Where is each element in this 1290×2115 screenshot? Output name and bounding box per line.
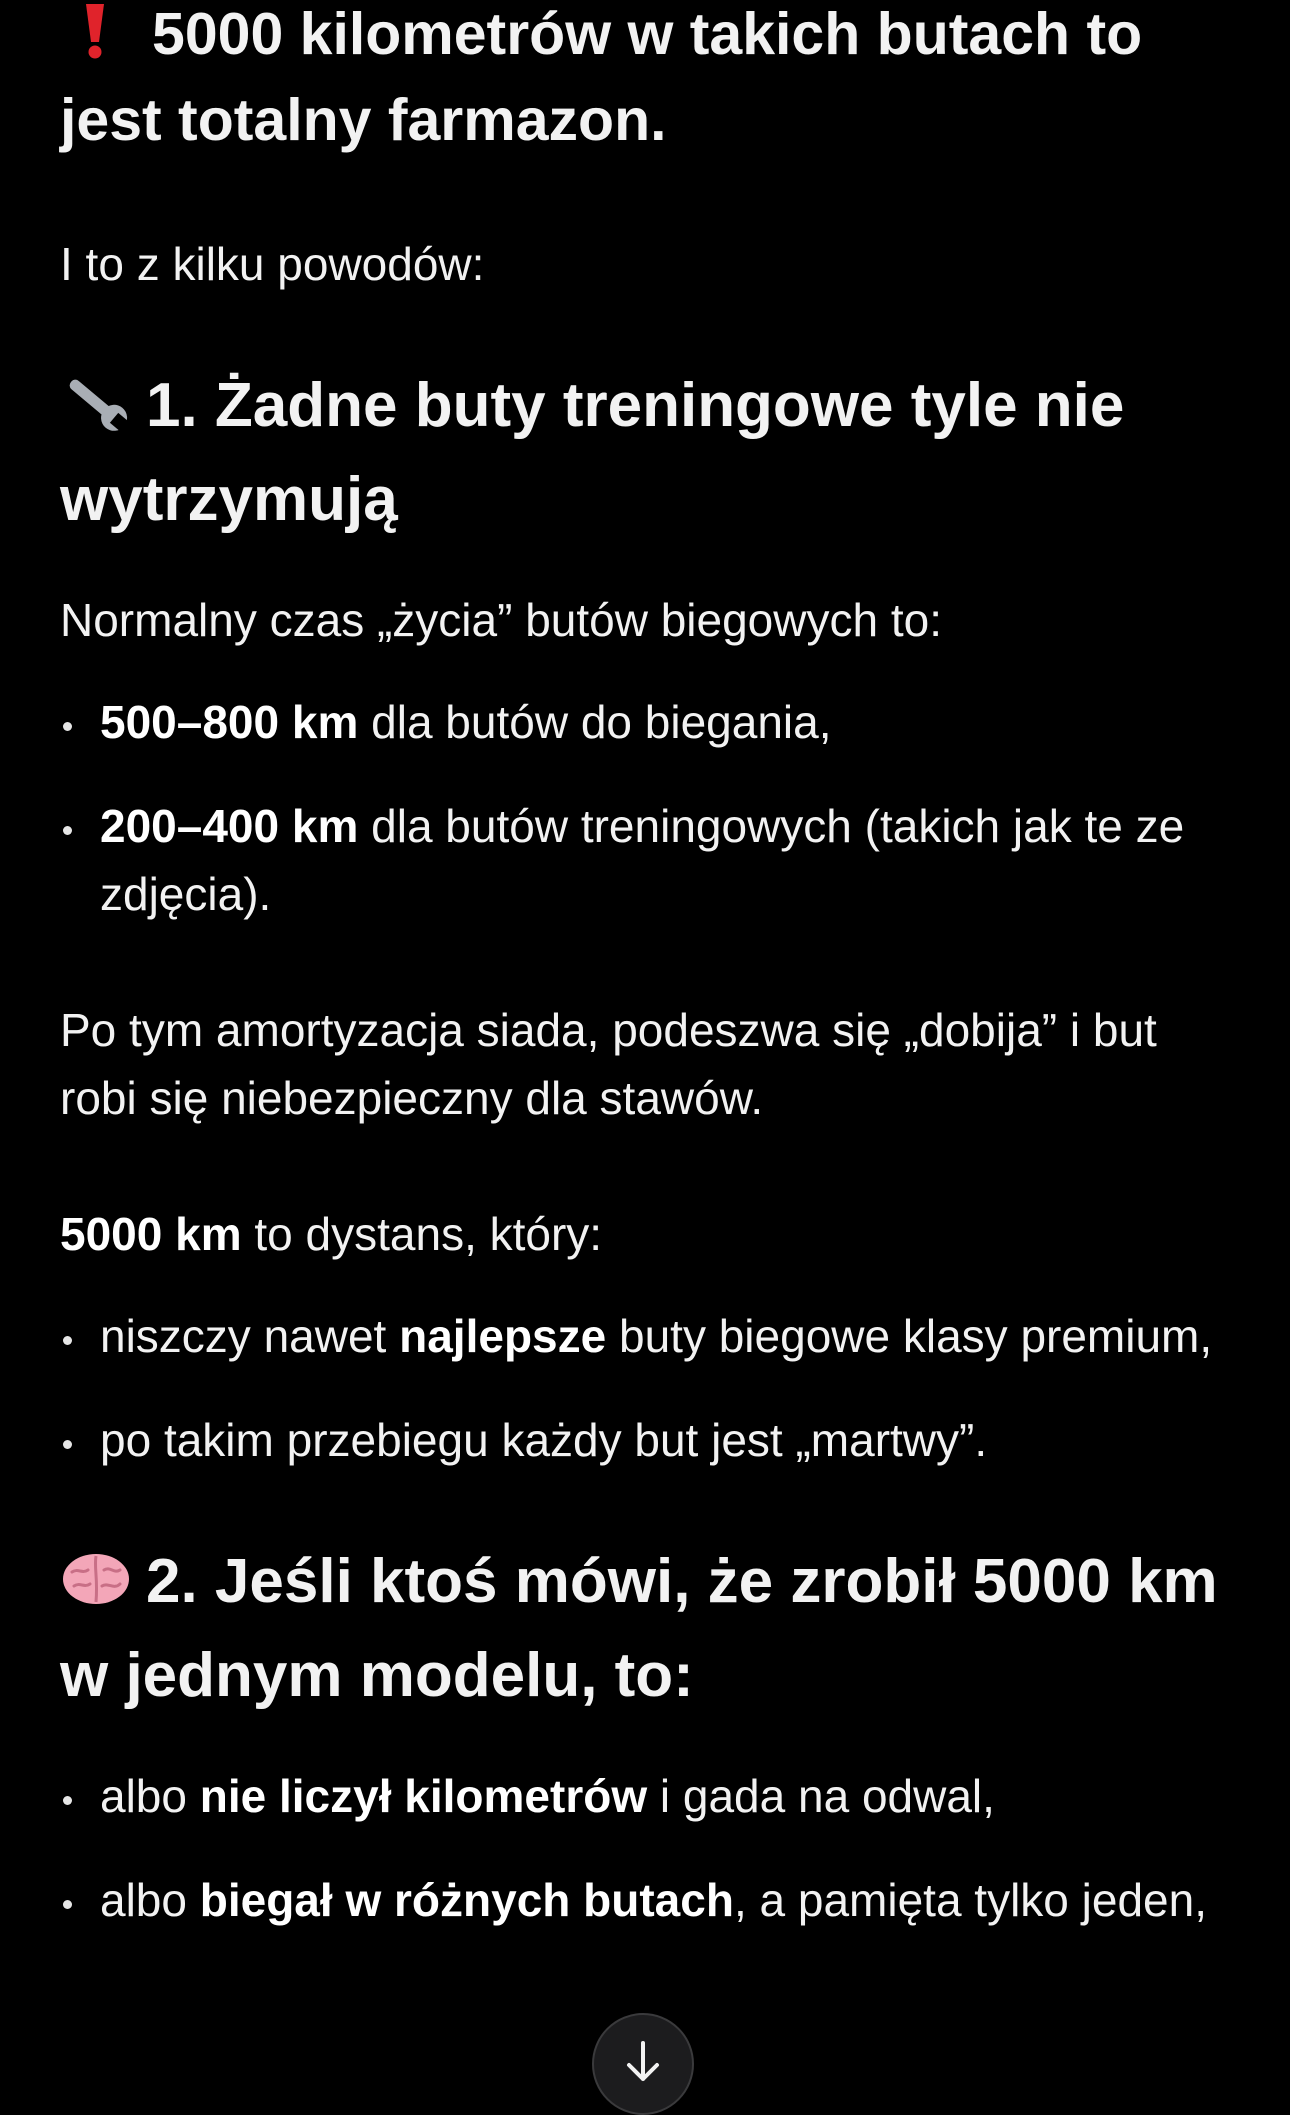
list-item: po takim przebiegu każdy but jest „martwy”. — [60, 1406, 1224, 1474]
intro-text: 5000 kilometrów w takich butach to jest totalny farmazon. — [60, 1, 1143, 153]
section-1-para-2: Po tym amortyzacja siada, podeszwa się „dobija” i but robi się niebezpieczny dla stawów. — [60, 1004, 1157, 1124]
section-2-list — [60, 1762, 1224, 1934]
section-1-para-1: Normalny czas „życia” butów biegowych to: — [60, 594, 942, 646]
section-1-heading-text: 1. Żadne buty treningowe tyle nie wytrzymują — [60, 371, 1125, 534]
section-1-list-2 — [60, 1302, 1224, 1474]
section-1-list — [60, 688, 1224, 928]
exclamation-icon — [68, 0, 122, 80]
list-item: albo nie liczył kilometrów i gada na odwal, — [60, 1762, 1224, 1830]
list-item: niszczy nawet najlepsze buty biegowe klasy premium, — [60, 1302, 1224, 1370]
scroll-to-bottom-button[interactable] — [592, 2013, 694, 2115]
section-2-heading — [60, 1538, 1224, 1720]
list-item: 500–800 km dla butów do biegania, — [60, 688, 1224, 756]
list-item: albo biegał w różnych butach, a pamięta tylko jeden, — [60, 1866, 1224, 1934]
list-item: 200–400 km dla butów treningowych (takich jak te ze zdjęcia). — [60, 792, 1224, 928]
section-2-heading-text: 2. Jeśli ktoś mówi, że zrobił 5000 km w jednym modelu, to: — [60, 1547, 1218, 1710]
message-content — [60, 0, 1224, 1934]
wrench-icon — [60, 368, 132, 456]
section-1-heading — [60, 362, 1224, 544]
arrow-down-icon — [621, 2039, 665, 2090]
section-1-para-3: 5000 km to dystans, który: — [60, 1208, 603, 1260]
lead-text: I to z kilku powodów: — [60, 238, 485, 290]
intro-heading — [60, 0, 1224, 160]
brain-icon — [60, 1544, 132, 1632]
